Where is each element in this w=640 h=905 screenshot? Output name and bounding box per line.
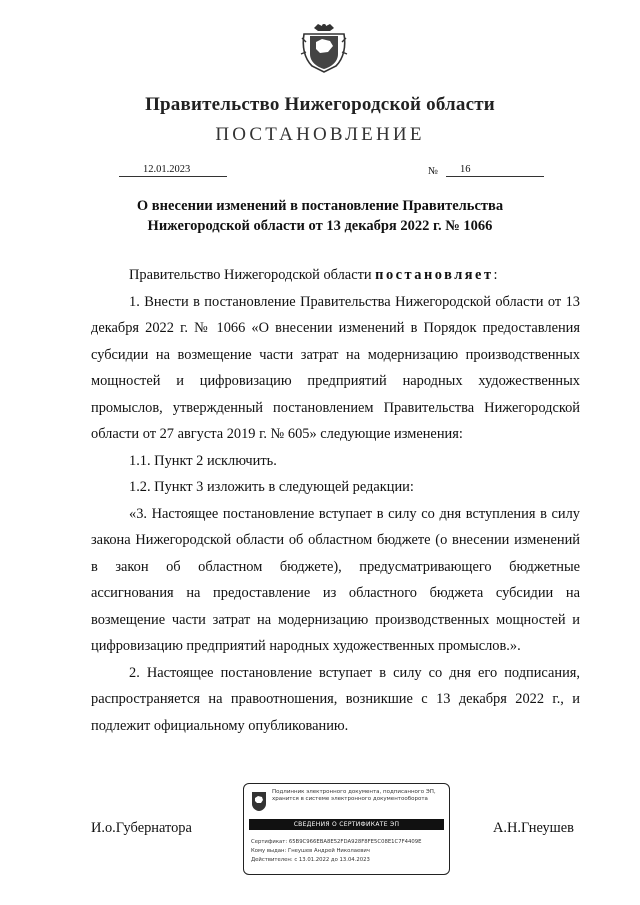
stamp-certificate-id: Сертификат: 65B9C966EBA8E52FDA928F8FE5C08E1C7F4409E xyxy=(251,839,422,845)
paragraph-1: 1. Внести в постановление Правительства Нижегородской области от 13 декабря 2022 г. № 1066 «О внесении изменений в Порядок предоставления субсидии на возмещение части затрат на модернизацию производственных мощностей и цифровизацию предприятий народных художественных промыслов, утвержденный постановлением Правительства Нижегородской области от 27 августа 2019 г. № 605» следующие изменения: xyxy=(91,293,580,442)
paragraph-2: 2. Настоящее постановление вступает в силу со дня его подписания, распространяется на правоотношения, возникшие с 13 декабря 2022 г., и подлежит официальному опубликованию. xyxy=(91,664,580,734)
subject-line: Нижегородской области от 13 декабря 2022 г. № 1066 xyxy=(147,218,493,234)
coat-of-arms-icon xyxy=(300,22,348,74)
stamp-certificate-header: СВЕДЕНИЯ О СЕРТИФИКАТЕ ЭП xyxy=(249,819,444,830)
paragraph-1-2: 1.2. Пункт 3 изложить в следующей редакции: xyxy=(129,479,414,495)
paragraph-1-1: 1.1. Пункт 2 исключить. xyxy=(129,452,277,469)
document-type: ПОСТАНОВЛЕНИЕ xyxy=(215,124,425,145)
document-subject xyxy=(0,196,640,236)
government-title: Правительство Нижегородской области xyxy=(145,94,495,115)
document-date: 12.01.2023 xyxy=(119,164,227,177)
number-label: № xyxy=(428,166,439,177)
quoted-paragraph-3: «3. Настоящее постановление вступает в силу со дня вступления в силу закона Нижегородской области об областном бюджете (о внесении изменений в закон об областном бюджете), предусматривающего бюджетные ассигнования на предоставление из областного бюджета субсидии на возмещение части затрат на модернизацию производственных мощностей и цифровизацию предприятий народных художественных промыслов.». xyxy=(91,505,580,654)
signatory-name: А.Н.Гнеушев xyxy=(493,820,574,836)
subject-line: О внесении изменений в постановление Правительства xyxy=(136,198,504,214)
signatory-position: И.о.Губернатора xyxy=(91,820,192,836)
intro-text: Правительство Нижегородской области xyxy=(129,267,376,283)
document-body xyxy=(91,262,580,739)
intro-colon: : xyxy=(493,267,498,283)
stamp-validity: Действителен: с 13.01.2022 до 13.04.2023 xyxy=(251,857,370,863)
electronic-signature-stamp xyxy=(243,783,450,875)
stamp-notice-line: Подлинник электронного документа, подписанного ЭП, xyxy=(272,789,436,795)
document-number: 16 xyxy=(446,164,544,177)
stamp-issued-to: Кому выдан: Гнеушев Андрей Николаевич xyxy=(251,848,370,854)
intro-paragraph xyxy=(91,262,580,289)
decision-word: постановляет xyxy=(375,267,494,283)
regional-emblem-icon xyxy=(251,790,267,812)
stamp-notice-line: хранится в системе электронного документооборота xyxy=(272,796,428,802)
stamp-notice xyxy=(272,789,446,803)
